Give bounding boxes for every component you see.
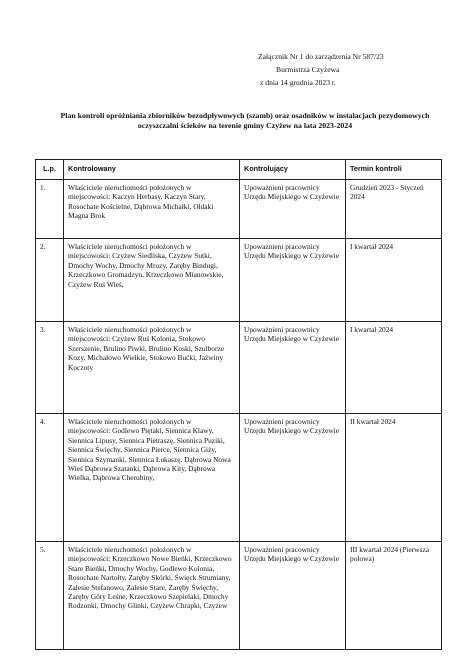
annex-line-2: Burmistrza Czyżewa <box>276 65 340 74</box>
cell-kontrolowany: Właściciele nieruchomości położonych w miejscowości: Czyżew Siedliska, Czyżew Sutki, Dmochy Wochy, Dmochy Mrozy, Zaręby Bindugi, Krzeczkowo Gromadzyn, Krzeczkowo Mianowskie, Czyżew Ruś Wieś, <box>64 239 240 322</box>
cell-kontrolujacy: Upoważnieni pracownicy Urzędu Miejskiego w Czyżewie <box>240 414 346 542</box>
header-lp: L.p. <box>36 160 64 180</box>
cell-lp: 1. <box>36 180 64 239</box>
cell-lp: 4. <box>36 414 64 542</box>
table-row <box>36 180 442 239</box>
header-kontrolowany: Kontrolowany <box>64 160 240 180</box>
table-row <box>36 239 442 322</box>
annex-line-1: Załącznik Nr 1 do zarządzenia Nr 587/23 <box>258 52 384 61</box>
table-row <box>36 542 442 650</box>
table-row <box>36 322 442 414</box>
table-header-row <box>36 160 442 180</box>
cell-kontrolujacy: Upoważnieni pracownicy Urzędu Miejskiego w Czyżewie <box>240 322 346 414</box>
cell-lp: 2. <box>36 239 64 322</box>
cell-kontrolowany: Właściciele nieruchomości położonych w miejscowości: Godlewo Piętaki, Siennica Klawy, Siennica Lipusy, Siennica Pietraszę, Siennica Puziki, Siennica Święchy, Siennica Pierce, Siennica Giży, Siennica Szymanki, Siennica Łukaszę. Dąbrowa Nowa Wieś Dąbrowa Szatanki, Dąbrowa Kity, Dąbrowa Wielka, Dąbrowa Cherubiny, <box>64 414 240 542</box>
cell-kontrolujacy: Upoważnieni pracownicy Urzędu Miejskiego w Czyżewie <box>240 180 346 239</box>
cell-kontrolowany: Właściciele nieruchomości położonych w miejscowości: Czyżew Ruś Kolonia, Stokowo Szerszenie, Brulino Piwki, Brulino Koski, Szulborze Kozy, Michałowo Wielkie, Stokowo Bućki, Jaźwiny Koczoty <box>64 322 240 414</box>
cell-kontrolujacy: Upoważnieni pracownicy Urzędu Miejskiego w Czyżewie <box>240 239 346 322</box>
annex-header <box>258 50 384 89</box>
cell-termin: Grudzień 2023 - Styczeń 2024 <box>346 180 442 239</box>
annex-line-3: z dnia 14 grudnia 2023 r. <box>260 78 336 87</box>
cell-lp: 5. <box>36 542 64 650</box>
header-termin: Termin kontroli <box>346 160 442 180</box>
header-kontrolujacy: Kontrolujący <box>240 160 346 180</box>
cell-termin: I kwartał 2024 <box>346 322 442 414</box>
cell-termin: I kwartał 2024 <box>346 239 442 322</box>
document-title: Plan kontroli opróżniania zbiorników bezodpływowych (szamb) oraz osadników w instalacjach przydomowych oczyszczalni ścieków na terenie gminy Czyżew na lata 2023-2024 <box>60 111 430 130</box>
control-plan-table <box>35 159 442 650</box>
cell-lp: 3. <box>36 322 64 414</box>
cell-termin: II kwartał 2024 <box>346 414 442 542</box>
cell-termin: III kwartał 2024 (Pierwsza połowa) <box>346 542 442 650</box>
cell-kontrolujacy: Upoważnieni pracownicy Urzędu Miejskiego w Czyżewie <box>240 542 346 650</box>
cell-kontrolowany: Właściciele nieruchomości położonych w miejscowości: Kaczyn Herbasy, Kaczyn Stary, Rosochate Kościelne, Dąbrowa Michałki, Ołdaki Magna Brok <box>64 180 240 239</box>
cell-kontrolowany: Właściciele nieruchomości położonych w miejscowości: Krzeczkowo Nowe Bieńki, Krzeczkowo Stare Bieńki, Dmochy Wochy, Godlewo Kolonia, Rosochate Nartołty, Zaręby Skórki, Święck Strumiany, Zalesie Stefanowo, Zalesie Stare, Zaręby Święchy, Zaręby Góry Leśne, Krzeczkowo Szepielaki, Dmochy Rodzonki, Dmochy Glinki, Czyżew Chrapki, Czyżew <box>64 542 240 650</box>
table-row <box>36 414 442 542</box>
